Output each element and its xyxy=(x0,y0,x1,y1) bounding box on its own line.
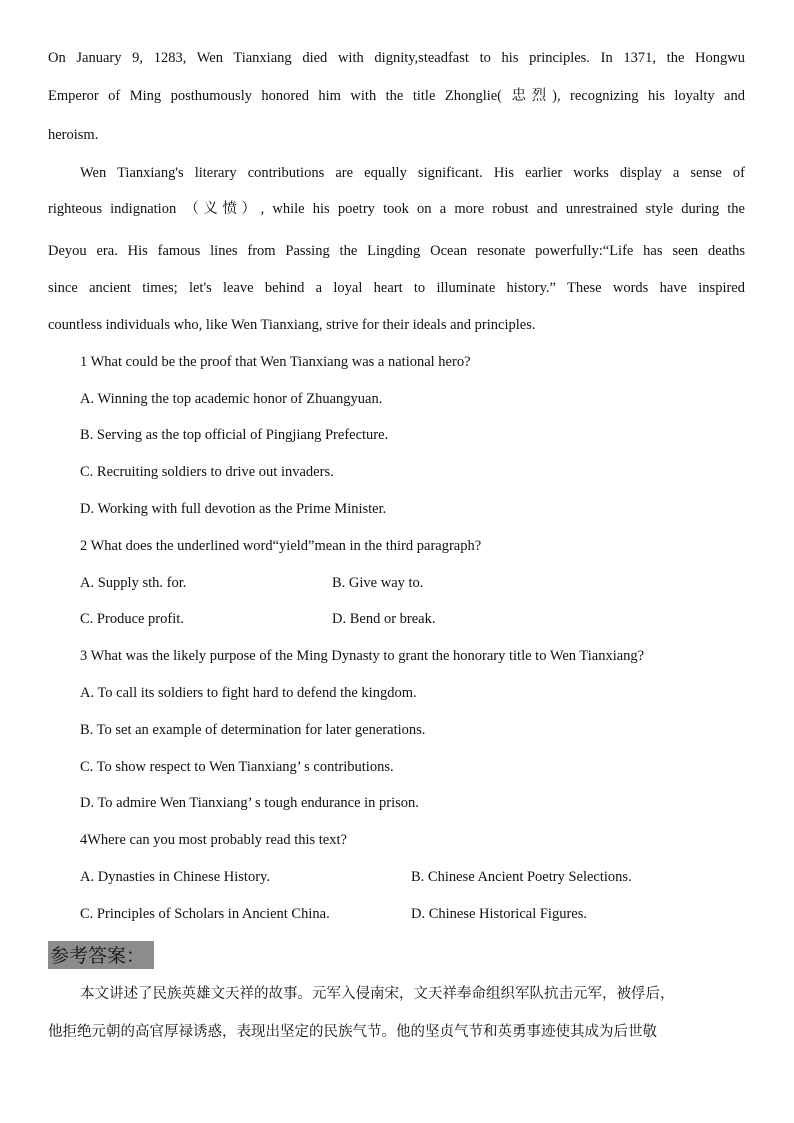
question-1-option-d: D. Working with full devotion as the Prime Minister. xyxy=(80,501,387,517)
passage-p2-line4: since ancient times; let's leave behind a loyal heart to illuminate history.” These words have inspired xyxy=(48,280,745,296)
passage-p2-line3: Deyou era. His famous lines from Passing the Lingding Ocean resonate powerfully:“Life has seen deaths xyxy=(48,243,745,259)
passage-p1-line2: Emperor of Ming posthumously honored him with the title Zhonglie( 忠烈), recognizing his loyalty and xyxy=(48,88,745,104)
passage-p2-line2: righteous indignation （义愤）, while his poetry took on a more robust and unrestrained style during the xyxy=(48,201,745,217)
question-2-stem: 2 What does the underlined word“yield”mean in the third paragraph? xyxy=(80,538,482,554)
question-4-stem: 4Where can you most probably read this text? xyxy=(80,832,347,848)
passage-p1-line3: heroism. xyxy=(48,127,99,143)
passage-p2-line5: countless individuals who, like Wen Tianxiang, strive for their ideals and principles. xyxy=(48,317,536,333)
question-1-option-a: A. Winning the top academic honor of Zhuangyuan. xyxy=(80,391,383,407)
question-4-option-a: A. Dynasties in Chinese History. xyxy=(80,869,270,885)
question-4-option-c: C. Principles of Scholars in Ancient China. xyxy=(80,906,330,922)
question-3-option-a: A. To call its soldiers to fight hard to defend the kingdom. xyxy=(80,685,417,701)
question-3-option-c: C. To show respect to Wen Tianxiang’ s contributions. xyxy=(80,759,394,775)
answer-label: 参考答案： xyxy=(50,945,146,967)
question-4-option-d: D. Chinese Historical Figures. xyxy=(411,906,587,922)
question-2-option-a: A. Supply sth. for. xyxy=(80,575,187,591)
question-4-option-b: B. Chinese Ancient Poetry Selections. xyxy=(411,869,632,885)
question-1-option-b: B. Serving as the top official of Pingjiang Prefecture. xyxy=(80,427,389,443)
answer-line2: 他拒绝元朝的高官厚禄诱惑，表现出坚定的民族气节。他的坚贞气节和英勇事迹使其成为后世敬 xyxy=(48,1024,657,1040)
question-3-option-b: B. To set an example of determination for later generations. xyxy=(80,722,426,738)
question-3-option-d: D. To admire Wen Tianxiang’ s tough endurance in prison. xyxy=(80,795,419,811)
question-2-option-b: B. Give way to. xyxy=(332,575,424,591)
question-3-stem: 3 What was the likely purpose of the Ming Dynasty to grant the honorary title to Wen Tianxiang? xyxy=(80,648,645,664)
question-1-stem: 1 What could be the proof that Wen Tianxiang was a national hero? xyxy=(80,354,471,370)
question-2-option-c: C. Produce profit. xyxy=(80,611,184,627)
question-1-option-c: C. Recruiting soldiers to drive out invaders. xyxy=(80,464,334,480)
passage-p2-line1: Wen Tianxiang's literary contributions are equally significant. His earlier works display a sense of xyxy=(80,165,745,181)
passage-p1-line1: On January 9, 1283, Wen Tianxiang died with dignity,steadfast to his principles. In 1371, the Hongwu xyxy=(48,50,745,66)
question-2-option-d: D. Bend or break. xyxy=(332,611,436,627)
answer-line1: 本文讲述了民族英雄文天祥的故事。元军入侵南宋，文天祥奉命组织军队抗击元军，被俘后， xyxy=(80,986,675,1002)
